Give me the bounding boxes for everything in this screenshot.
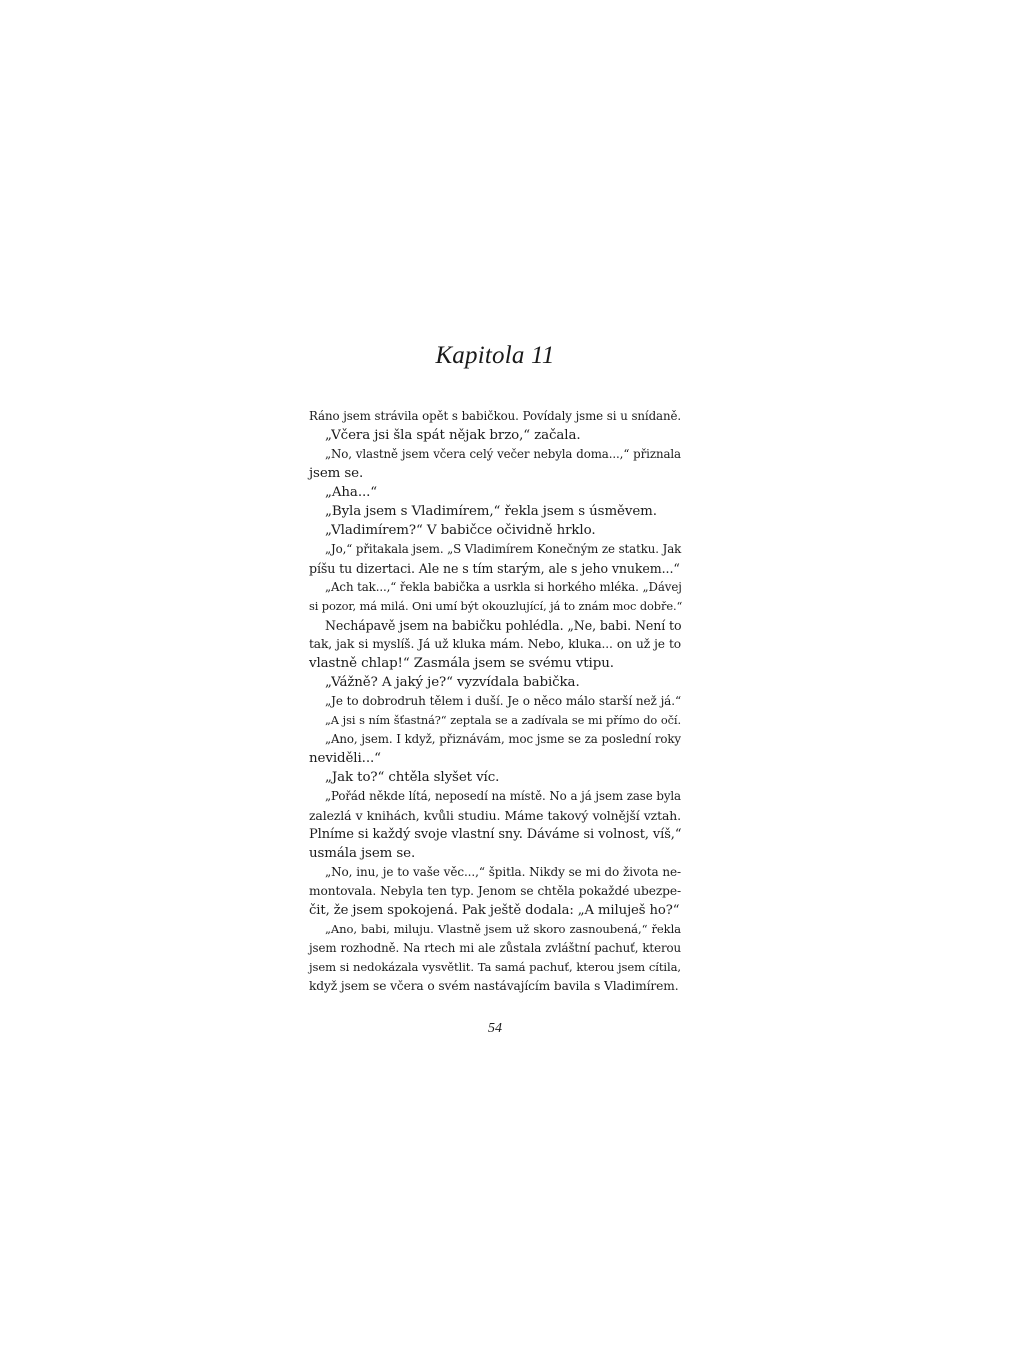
text-line: „Aha...“ (325, 485, 378, 500)
text-line: jsem se. (309, 466, 364, 481)
text-line: usmála jsem se. (309, 846, 416, 861)
text-line: „Pořád někde lítá, neposedí na místě. No a já jsem zase byla (325, 789, 681, 803)
text-line: „No, inu, je to vaše věc...,“ špitla. Nikdy se mi do života ne- (325, 865, 681, 879)
text-line: „Včera jsi šla spát nějak brzo,“ začala. (325, 428, 581, 443)
text-line: si pozor, má milá. Oni umí být okouzlující, já to znám moc dobře.“ (309, 599, 683, 613)
text-line: když jsem se včera o svém nastávajícím bavila s Vladimírem. (309, 979, 679, 993)
text-line: vlastně chlap!“ Zasmála jsem se svému vtipu. (309, 656, 614, 671)
text-line: „No, vlastně jsem včera celý večer nebyla doma...,“ přiznala (325, 447, 681, 461)
text-line: „Jak to?“ chtěla slyšet víc. (325, 770, 500, 785)
text-line: Plníme si každý svoje vlastní sny. Dáváme si volnost, víš,“ (309, 827, 682, 842)
text-line: „Ano, jsem. I když, přiznávám, moc jsme se za poslední roky (325, 732, 681, 746)
text-line: „Byla jsem s Vladimírem,“ řekla jsem s úsměvem. (325, 504, 657, 519)
text-line: „Je to dobrodruh tělem i duší. Je o něco málo starší než já.“ (325, 694, 681, 708)
text-line: zalezlá v knihách, kvůli studiu. Máme takový volnější vztah. (309, 808, 681, 823)
chapter-title: Kapitola 11 (435, 342, 555, 369)
text-line: „A jsi s ním šťastná?“ zeptala se a zadívala se mi přímo do očí. (325, 713, 681, 727)
text-line: „Jo,“ přitakala jsem. „S Vladimírem Konečným ze statku. Jak (325, 542, 682, 556)
text-line: montovala. Nebyla ten typ. Jenom se chtěla pokaždé ubezpe- (309, 884, 681, 898)
text-line: „Ach tak...,“ řekla babička a usrkla si horkého mléka. „Dávej (325, 580, 682, 594)
text-line: Nechápavě jsem na babičku pohlédla. „Ne, babi. Není to (325, 618, 682, 633)
text-line: Ráno jsem strávila opět s babičkou. Povídaly jsme si u snídaně. (309, 409, 681, 423)
text-line: „Vážně? A jaký je?“ vyzvídala babička. (325, 675, 580, 690)
chapter-text (309, 407, 681, 996)
text-line: „Ano, babi, miluju. Vlastně jsem už skoro zasnoubená,“ řekla (325, 922, 681, 936)
text-line: čit, že jsem spokojená. Pak ještě dodala: „A miluješ ho?“ (309, 903, 680, 918)
page-number: 54 (488, 1021, 502, 1036)
text-line: jsem rozhodně. Na rtech mi ale zůstala zvláštní pachuť, kterou (309, 941, 681, 955)
text-line: „Vladimírem?“ V babičce očividně hrklo. (325, 523, 596, 538)
text-line: jsem si nedokázala vysvětlit. Ta samá pachuť, kterou jsem cítila, (309, 960, 681, 974)
text-line: píšu tu dizertaci. Ale ne s tím starým, ale s jeho vnukem...“ (309, 561, 680, 576)
text-line: neviděli...“ (309, 751, 381, 766)
text-line: tak, jak si myslíš. Já už kluka mám. Nebo, kluka... on už je to (309, 637, 681, 651)
